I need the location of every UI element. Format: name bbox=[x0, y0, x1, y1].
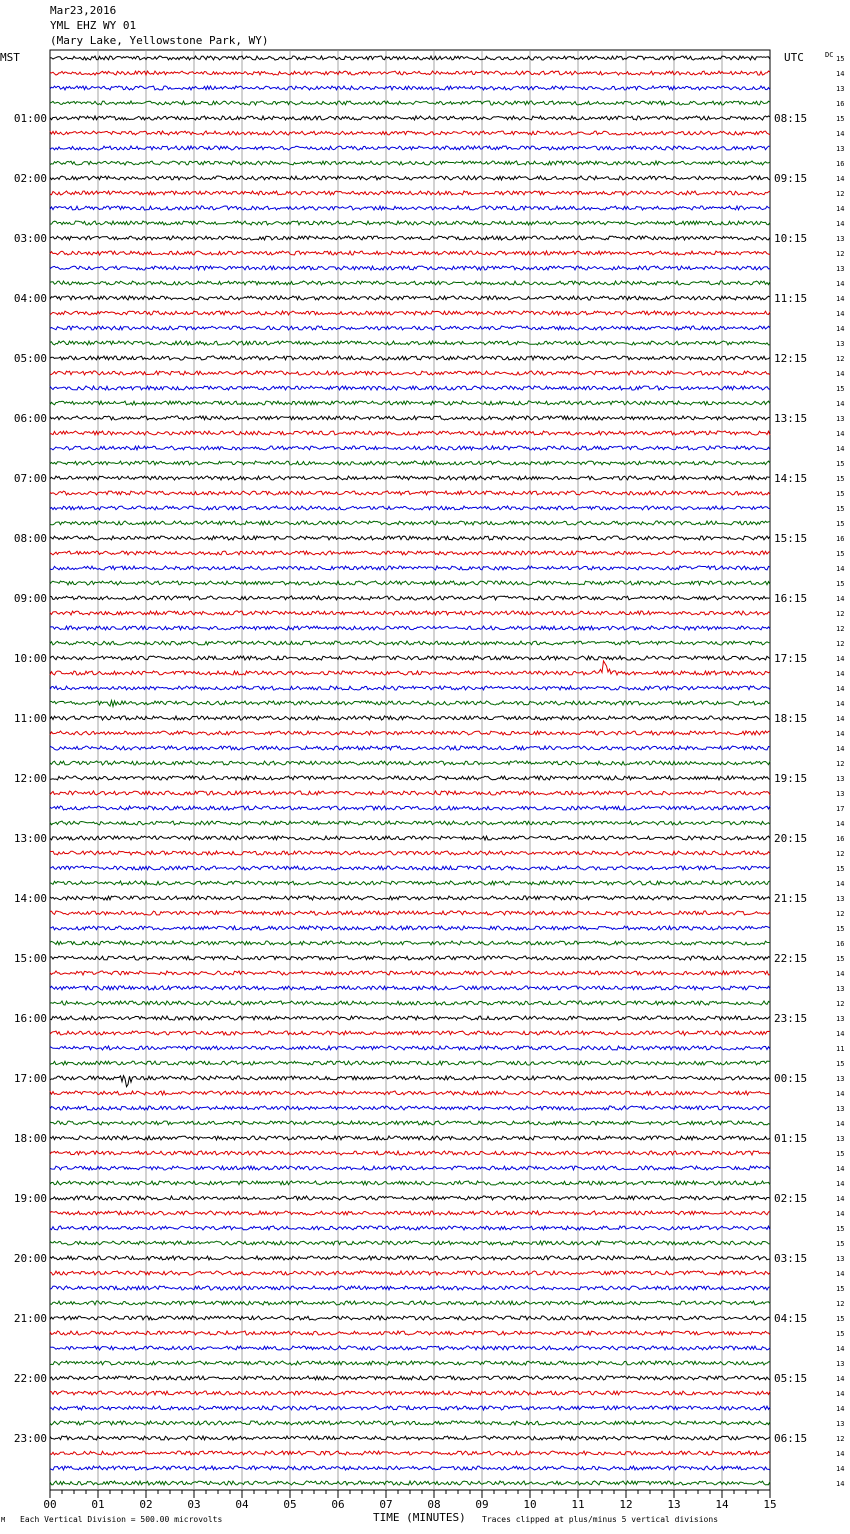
dc-value: 14 bbox=[836, 1090, 845, 1098]
trace-row bbox=[50, 776, 770, 780]
dc-value: 13 bbox=[836, 1255, 845, 1263]
right-hour-label: 04:15 bbox=[774, 1312, 808, 1325]
right-hour-label: 08:15 bbox=[774, 112, 808, 125]
right-hour-label: 05:15 bbox=[774, 1372, 808, 1385]
dc-value: 15 bbox=[836, 1060, 845, 1068]
trace-row bbox=[50, 161, 770, 165]
dc-value: 16 bbox=[836, 835, 845, 843]
left-hour-label: 21:00 bbox=[13, 1312, 47, 1325]
trace-row bbox=[50, 116, 770, 120]
trace-row bbox=[50, 266, 770, 270]
trace-row bbox=[50, 1436, 770, 1440]
dc-value: 13 bbox=[836, 1075, 845, 1083]
dc-value: 15 bbox=[836, 1330, 845, 1338]
dc-value: 15 bbox=[836, 865, 845, 873]
trace-row bbox=[50, 1031, 770, 1035]
dc-value: 14 bbox=[836, 1195, 845, 1203]
dc-value: 15 bbox=[836, 55, 845, 63]
dc-value: 12 bbox=[836, 1000, 845, 1008]
dc-value: 14 bbox=[836, 670, 845, 678]
x-tick-label: 05 bbox=[283, 1498, 297, 1511]
x-tick-label: 03 bbox=[187, 1498, 201, 1511]
dc-value: 12 bbox=[836, 910, 845, 918]
trace-row bbox=[50, 566, 770, 570]
station-location: (Mary Lake, Yellowstone Park, WY) bbox=[50, 34, 269, 47]
dc-value: 14 bbox=[836, 1405, 845, 1413]
trace-row bbox=[50, 131, 770, 135]
dc-value: 15 bbox=[836, 1285, 845, 1293]
dc-value: 14 bbox=[836, 295, 845, 303]
trace-row bbox=[50, 1106, 770, 1110]
dc-value: 14 bbox=[836, 1345, 845, 1353]
trace-row bbox=[50, 1061, 770, 1065]
trace-row bbox=[50, 941, 770, 945]
trace-row bbox=[50, 1361, 770, 1365]
dc-value: 14 bbox=[836, 700, 845, 708]
trace-row bbox=[50, 86, 770, 90]
trace-row bbox=[50, 881, 770, 885]
left-hour-label: 19:00 bbox=[13, 1192, 47, 1205]
dc-label: DC bbox=[825, 51, 834, 59]
dc-value: 14 bbox=[836, 970, 845, 978]
trace-row bbox=[50, 806, 770, 810]
left-hour-label: 22:00 bbox=[13, 1372, 47, 1385]
dc-value: 14 bbox=[836, 655, 845, 663]
left-hour-label: 09:00 bbox=[13, 592, 47, 605]
trace-row bbox=[50, 551, 770, 555]
x-tick-label: 08 bbox=[427, 1498, 441, 1511]
dc-value: 14 bbox=[836, 445, 845, 453]
dc-value: 16 bbox=[836, 940, 845, 948]
dc-value: 14 bbox=[836, 715, 845, 723]
trace-row bbox=[50, 836, 770, 840]
trace-row bbox=[50, 1466, 770, 1470]
left-hour-label: 16:00 bbox=[13, 1012, 47, 1025]
trace-row bbox=[50, 746, 770, 750]
left-hour-label: 14:00 bbox=[13, 892, 47, 905]
dc-value: 15 bbox=[836, 1315, 845, 1323]
dc-value: 12 bbox=[836, 640, 845, 648]
trace-row bbox=[50, 296, 770, 300]
x-tick-label: 06 bbox=[331, 1498, 345, 1511]
trace-row bbox=[50, 1286, 770, 1290]
dc-value: 14 bbox=[836, 730, 845, 738]
x-tick-label: 13 bbox=[667, 1498, 681, 1511]
left-hour-label: 12:00 bbox=[13, 772, 47, 785]
dc-value: 14 bbox=[836, 1180, 845, 1188]
trace-row bbox=[50, 236, 770, 240]
dc-value: 15 bbox=[836, 1150, 845, 1158]
trace-row bbox=[50, 1421, 770, 1425]
trace-row bbox=[50, 56, 770, 60]
dc-value: 16 bbox=[836, 160, 845, 168]
left-hour-label: 20:00 bbox=[13, 1252, 47, 1265]
trace-row bbox=[50, 371, 770, 375]
right-hour-label: 18:15 bbox=[774, 712, 808, 725]
x-axis-label: TIME (MINUTES) bbox=[373, 1511, 466, 1524]
left-hour-label: 18:00 bbox=[13, 1132, 47, 1145]
dc-value: 13 bbox=[836, 790, 845, 798]
x-tick-label: 07 bbox=[379, 1498, 393, 1511]
right-timezone-label: UTC bbox=[784, 51, 804, 64]
dc-value: 16 bbox=[836, 535, 845, 543]
trace-row bbox=[50, 491, 770, 495]
trace-row bbox=[50, 656, 770, 660]
right-hour-label: 12:15 bbox=[774, 352, 808, 365]
trace-row bbox=[50, 956, 770, 960]
right-hour-label: 16:15 bbox=[774, 592, 808, 605]
right-hour-label: 19:15 bbox=[774, 772, 808, 785]
trace-row bbox=[50, 611, 770, 615]
dc-value: 14 bbox=[836, 820, 845, 828]
dc-value: 14 bbox=[836, 880, 845, 888]
right-hour-label: 11:15 bbox=[774, 292, 808, 305]
x-tick-label: 15 bbox=[763, 1498, 777, 1511]
dc-value: 14 bbox=[836, 430, 845, 438]
dc-value: 13 bbox=[836, 1105, 845, 1113]
x-tick-label: 10 bbox=[523, 1498, 537, 1511]
trace-row bbox=[50, 476, 770, 480]
x-tick-label: 14 bbox=[715, 1498, 729, 1511]
trace-row bbox=[50, 1271, 770, 1275]
trace-row bbox=[50, 146, 770, 150]
right-hour-label: 13:15 bbox=[774, 412, 808, 425]
left-timezone-label: MST bbox=[0, 51, 20, 64]
dc-value: 13 bbox=[836, 235, 845, 243]
dc-value: 14 bbox=[836, 1390, 845, 1398]
trace-row bbox=[50, 1076, 770, 1087]
dc-value: 14 bbox=[836, 685, 845, 693]
trace-row bbox=[50, 731, 770, 735]
left-hour-label: 05:00 bbox=[13, 352, 47, 365]
dc-value: 14 bbox=[836, 70, 845, 78]
trace-row bbox=[50, 1046, 770, 1050]
trace-row bbox=[50, 1166, 770, 1170]
trace-row bbox=[50, 251, 770, 255]
trace-row bbox=[50, 446, 770, 450]
trace-row bbox=[50, 1301, 770, 1305]
dc-value: 12 bbox=[836, 760, 845, 768]
dc-value: 13 bbox=[836, 85, 845, 93]
dc-value: 15 bbox=[836, 580, 845, 588]
dc-value: 14 bbox=[836, 565, 845, 573]
trace-row bbox=[50, 926, 770, 930]
trace-row bbox=[50, 326, 770, 330]
trace-row bbox=[50, 1181, 770, 1185]
clip-note: Traces clipped at plus/minus 5 vertical divisions bbox=[482, 1515, 719, 1524]
trace-row bbox=[50, 1331, 770, 1335]
dc-value: 13 bbox=[836, 1015, 845, 1023]
x-tick-label: 02 bbox=[139, 1498, 153, 1511]
scale-note: Each Vertical Division = 500.00 microvolts bbox=[20, 1515, 223, 1524]
trace-row bbox=[50, 896, 770, 900]
trace-row bbox=[50, 851, 770, 855]
left-hour-label: 10:00 bbox=[13, 652, 47, 665]
dc-value: 15 bbox=[836, 1240, 845, 1248]
x-tick-label: 11 bbox=[571, 1498, 585, 1511]
dc-value: 15 bbox=[836, 490, 845, 498]
left-hour-label: 17:00 bbox=[13, 1072, 47, 1085]
trace-row bbox=[50, 1211, 770, 1215]
right-hour-label: 01:15 bbox=[774, 1132, 808, 1145]
dc-value: 12 bbox=[836, 850, 845, 858]
dc-value: 12 bbox=[836, 190, 845, 198]
dc-value: 12 bbox=[836, 250, 845, 258]
dc-value: 14 bbox=[836, 1030, 845, 1038]
dc-value: 13 bbox=[836, 340, 845, 348]
trace-row bbox=[50, 791, 770, 795]
trace-row bbox=[50, 191, 770, 195]
trace-row bbox=[50, 1196, 770, 1200]
right-hour-label: 10:15 bbox=[774, 232, 808, 245]
dc-value: 13 bbox=[836, 775, 845, 783]
trace-row bbox=[50, 1376, 770, 1380]
dc-value: 12 bbox=[836, 625, 845, 633]
trace-row bbox=[50, 1151, 770, 1155]
dc-value: 15 bbox=[836, 475, 845, 483]
trace-row bbox=[50, 1091, 770, 1095]
right-hour-label: 00:15 bbox=[774, 1072, 808, 1085]
trace-row bbox=[50, 1016, 770, 1020]
dc-value: 12 bbox=[836, 1300, 845, 1308]
trace-row bbox=[50, 971, 770, 975]
dc-value: 15 bbox=[836, 520, 845, 528]
trace-row bbox=[50, 431, 770, 435]
trace-row bbox=[50, 341, 770, 345]
trace-row bbox=[50, 521, 770, 525]
right-hour-label: 14:15 bbox=[774, 472, 808, 485]
dc-value: 12 bbox=[836, 355, 845, 363]
trace-row bbox=[50, 221, 770, 225]
x-tick-label: 00 bbox=[43, 1498, 57, 1511]
right-hour-label: 02:15 bbox=[774, 1192, 808, 1205]
dc-value: 14 bbox=[836, 370, 845, 378]
trace-row bbox=[50, 206, 770, 210]
dc-value: 14 bbox=[836, 1450, 845, 1458]
dc-value: 14 bbox=[836, 1375, 845, 1383]
trace-row bbox=[50, 71, 770, 75]
x-tick-label: 04 bbox=[235, 1498, 249, 1511]
trace-row bbox=[50, 461, 770, 465]
trace-row bbox=[50, 761, 770, 765]
dc-value: 14 bbox=[836, 325, 845, 333]
dc-value: 13 bbox=[836, 415, 845, 423]
trace-row bbox=[50, 401, 770, 405]
dc-value: 14 bbox=[836, 175, 845, 183]
dc-value: 13 bbox=[836, 265, 845, 273]
dc-value: 17 bbox=[836, 805, 845, 813]
trace-row bbox=[50, 311, 770, 315]
dc-value: 14 bbox=[836, 1465, 845, 1473]
trace-row bbox=[50, 1256, 770, 1260]
trace-row bbox=[50, 281, 770, 285]
dc-value: 15 bbox=[836, 550, 845, 558]
trace-row bbox=[50, 1001, 770, 1005]
trace-row bbox=[50, 701, 770, 707]
station-code: YML EHZ WY 01 bbox=[50, 19, 137, 32]
dc-value: 13 bbox=[836, 1360, 845, 1368]
trace-row bbox=[50, 821, 770, 825]
dc-value: 12 bbox=[836, 610, 845, 618]
trace-row bbox=[50, 581, 770, 585]
dc-value: 14 bbox=[836, 1480, 845, 1488]
left-hour-label: 23:00 bbox=[13, 1432, 47, 1445]
trace-row bbox=[50, 866, 770, 870]
trace-row bbox=[50, 416, 770, 420]
dc-value: 13 bbox=[836, 985, 845, 993]
left-hour-label: 15:00 bbox=[13, 952, 47, 965]
dc-value: 13 bbox=[836, 145, 845, 153]
dc-value: 15 bbox=[836, 505, 845, 513]
trace-row bbox=[50, 716, 770, 720]
dc-value: 15 bbox=[836, 385, 845, 393]
dc-value: 14 bbox=[836, 400, 845, 408]
trace-row bbox=[50, 506, 770, 510]
dc-value: 15 bbox=[836, 115, 845, 123]
dc-value: 16 bbox=[836, 100, 845, 108]
dc-value: 12 bbox=[836, 1435, 845, 1443]
trace-row bbox=[50, 1451, 770, 1455]
dc-value: 13 bbox=[836, 1420, 845, 1428]
trace-row bbox=[50, 1316, 770, 1320]
dc-value: 14 bbox=[836, 1120, 845, 1128]
left-hour-label: 06:00 bbox=[13, 412, 47, 425]
trace-row bbox=[50, 1406, 770, 1410]
trace-row bbox=[50, 386, 770, 390]
left-hour-label: 08:00 bbox=[13, 532, 47, 545]
trace-row bbox=[50, 641, 770, 645]
left-hour-label: 01:00 bbox=[13, 112, 47, 125]
x-tick-label: 12 bbox=[619, 1498, 633, 1511]
right-hour-label: 22:15 bbox=[774, 952, 808, 965]
right-hour-label: 21:15 bbox=[774, 892, 808, 905]
dc-value: 14 bbox=[836, 1270, 845, 1278]
trace-row bbox=[50, 626, 770, 630]
right-hour-label: 20:15 bbox=[774, 832, 808, 845]
x-tick-label: 09 bbox=[475, 1498, 489, 1511]
trace-row bbox=[50, 176, 770, 180]
trace-row bbox=[50, 1121, 770, 1125]
dc-value: 14 bbox=[836, 220, 845, 228]
dc-value: 14 bbox=[836, 130, 845, 138]
dc-value: 14 bbox=[836, 205, 845, 213]
trace-row bbox=[50, 1136, 770, 1140]
dc-value: 14 bbox=[836, 595, 845, 603]
dc-value: 14 bbox=[836, 1165, 845, 1173]
corner-mark: M bbox=[1, 1516, 6, 1524]
dc-value: 15 bbox=[836, 1225, 845, 1233]
trace-row bbox=[50, 1226, 770, 1230]
dc-value: 14 bbox=[836, 280, 845, 288]
trace-row bbox=[50, 1391, 770, 1395]
dc-value: 15 bbox=[836, 460, 845, 468]
dc-value: 13 bbox=[836, 1135, 845, 1143]
trace-row bbox=[50, 1241, 770, 1245]
trace-row bbox=[50, 101, 770, 105]
trace-row bbox=[50, 1481, 770, 1485]
trace-row bbox=[50, 356, 770, 360]
dc-value: 13 bbox=[836, 895, 845, 903]
dc-value: 14 bbox=[836, 745, 845, 753]
plot-date: Mar23,2016 bbox=[50, 4, 117, 17]
left-hour-label: 07:00 bbox=[13, 472, 47, 485]
trace-row bbox=[50, 911, 770, 915]
right-hour-label: 17:15 bbox=[774, 652, 808, 665]
trace-row bbox=[50, 1346, 770, 1350]
right-hour-label: 09:15 bbox=[774, 172, 808, 185]
dc-value: 15 bbox=[836, 925, 845, 933]
trace-row bbox=[50, 986, 770, 990]
right-hour-label: 23:15 bbox=[774, 1012, 808, 1025]
trace-row bbox=[50, 686, 770, 690]
trace-row bbox=[50, 536, 770, 540]
left-hour-label: 13:00 bbox=[13, 832, 47, 845]
left-hour-label: 02:00 bbox=[13, 172, 47, 185]
dc-value: 14 bbox=[836, 310, 845, 318]
dc-value: 11 bbox=[836, 1045, 845, 1053]
right-hour-label: 15:15 bbox=[774, 532, 808, 545]
left-hour-label: 03:00 bbox=[13, 232, 47, 245]
dc-value: 14 bbox=[836, 1210, 845, 1218]
trace-row bbox=[50, 596, 770, 600]
left-hour-label: 04:00 bbox=[13, 292, 47, 305]
left-hour-label: 11:00 bbox=[13, 712, 47, 725]
right-hour-label: 03:15 bbox=[774, 1252, 808, 1265]
dc-value: 15 bbox=[836, 955, 845, 963]
trace-row bbox=[50, 661, 770, 675]
right-hour-label: 06:15 bbox=[774, 1432, 808, 1445]
x-tick-label: 01 bbox=[91, 1498, 105, 1511]
